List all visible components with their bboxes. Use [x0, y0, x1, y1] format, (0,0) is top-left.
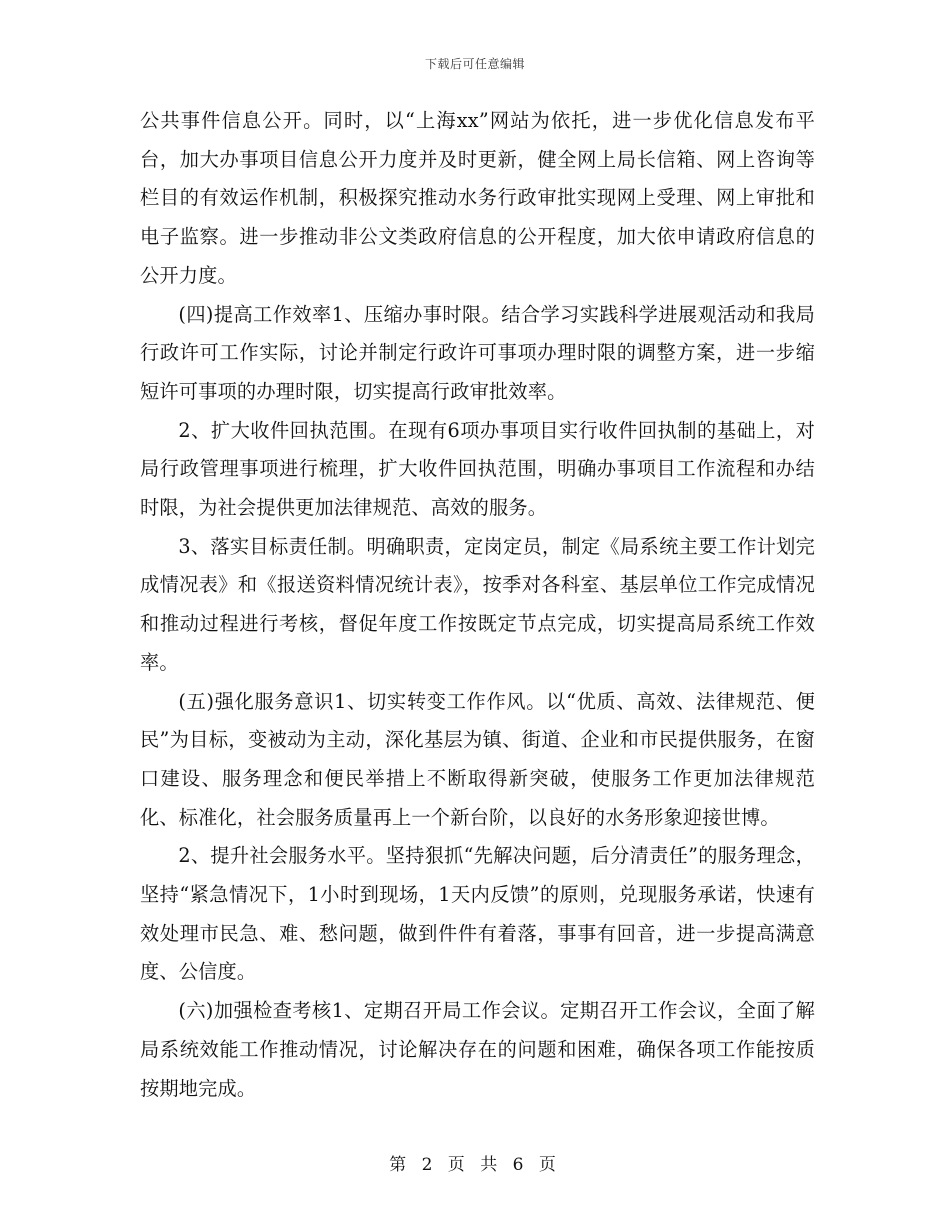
paragraph: (六)加强检查考核1、定期召开局工作会议。定期召开工作会议，全面了解局系统效能工作推动情况，讨论解决存在的问题和困难，确保各项工作能按质按期地完成。 [140, 999, 815, 1100]
paragraph: 3、落实目标责任制。明确职责，定岗定员，制定《局系统主要工作计划完成情况表》和《报送资料情况统计表》，按季对各科室、基层单位工作完成情况和推动过程进行考核，督促年度工作按既定节点完成，切实提高局系统工作效率。 [140, 534, 815, 674]
paragraph: 公共事件信息公开。同时，以“上海xx”网站为依托，进一步优化信息发布平台，加大办事项目信息公开力度并及时更新，健全网上局长信箱、网上咨询等栏目的有效运作机制，积极探究推动水务行政审批实现网上受理、网上审批和电子监察。进一步推动非公文类政府信息的公开程度，加大依申请政府信息的公开力度。 [140, 109, 815, 287]
paragraph: (四)提高工作效率1、压缩办事时限。结合学习实践科学进展观活动和我局行政许可工作实际，讨论并制定行政许可事项办理时限的调整方案，进一步缩短许可事项的办理时限，切实提高行政审批效率。 [140, 302, 815, 403]
paragraph: (五)强化服务意识1、切实转变工作作风。以“优质、高效、法律规范、便民”为目标，变被动为主动，深化基层为镇、街道、企业和市民提供服务，在窗口建设、服务理念和便民举措上不断取得新突破，使服务工作更加法律规范化、标准化，社会服务质量再上一个新台阶，以良好的水务形象迎接世博。 [140, 689, 815, 829]
paragraph: 2、扩大收件回执范围。在现有6项办事项目实行收件回执制的基础上，对局行政管理事项进行梳理，扩大收件回执范围，明确办事项目工作流程和办结时限，为社会提供更加法律规范、高效的服务。 [140, 418, 815, 520]
page-header-note: 下载后可任意编辑 [424, 57, 525, 71]
paragraph: 2、提升社会服务水平。坚持狠抓“先解决问题，后分清责任”的服务理念，坚持“紧急情况下，1小时到现场，1天内反馈”的原则，兑现服务承诺，快速有效处理市民急、难、愁问题，做到件件有着落，事事有回音，进一步提高满意度、公信度。 [140, 844, 815, 984]
document-body [140, 102, 815, 1108]
page-number: 第 2 页 共 6 页 [389, 1155, 561, 1175]
